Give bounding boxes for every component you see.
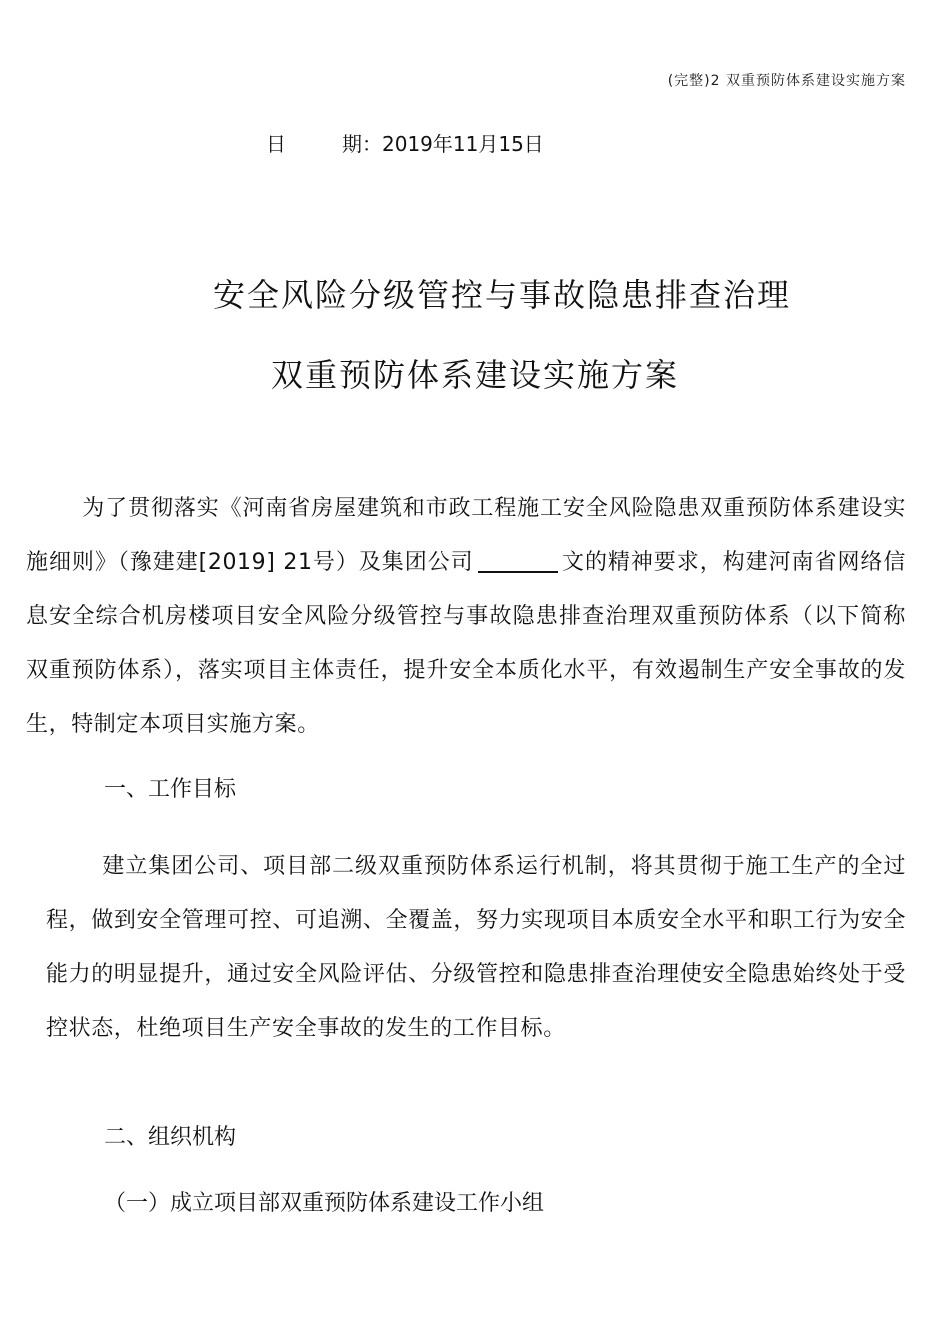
section-heading-goals: 一、工作目标 — [104, 777, 237, 802]
intro-text-part-2: 文的精神要求，构建河南省网络信息安全综合机房楼项目安全风险分级管控与事故隐患排查治理双重预防体系（以下简称双重预防体系），落实项目主体责任，提升安全本质化水平，有效遏制生产安全事故的发生，特制定本项目实施方案。 — [26, 550, 906, 737]
blank-fill-line — [478, 549, 558, 573]
date-line — [266, 128, 544, 157]
intro-paragraph — [26, 482, 906, 752]
document-title-line-1: 安全风险分级管控与事故隐患排查治理 — [212, 276, 791, 314]
document-title-line-2: 双重预防体系建设实施方案 — [270, 356, 679, 394]
date-label-2: 期： — [342, 132, 382, 156]
goals-paragraph — [46, 840, 906, 1056]
subsection-heading-working-group: （一）成立项目部双重预防体系建设工作小组 — [104, 1191, 545, 1216]
date-value: 2019年11月15日 — [382, 132, 544, 156]
page-header: (完整)2 双重预防体系建设实施方案 — [667, 73, 906, 89]
intro-text-part-1: 为了贯彻落实《河南省房屋建筑和市政工程施工安全风险隐患双重预防体系建设实施细则》（豫建建[2019] 21号）及集团公司 — [26, 496, 906, 575]
goals-text: 建立集团公司、项目部二级双重预防体系运行机制，将其贯彻于施工生产的全过程，做到安全管理可控、可追溯、全覆盖，努力实现项目本质安全水平和职工行为安全能力的明显提升，通过安全风险评估、分级管控和隐患排查治理使安全隐患始终处于受控状态，杜绝项目生产安全事故的发生的工作目标。 — [46, 854, 906, 1041]
section-heading-organization: 二、组织机构 — [104, 1125, 237, 1150]
date-label-1: 日 — [266, 132, 286, 156]
